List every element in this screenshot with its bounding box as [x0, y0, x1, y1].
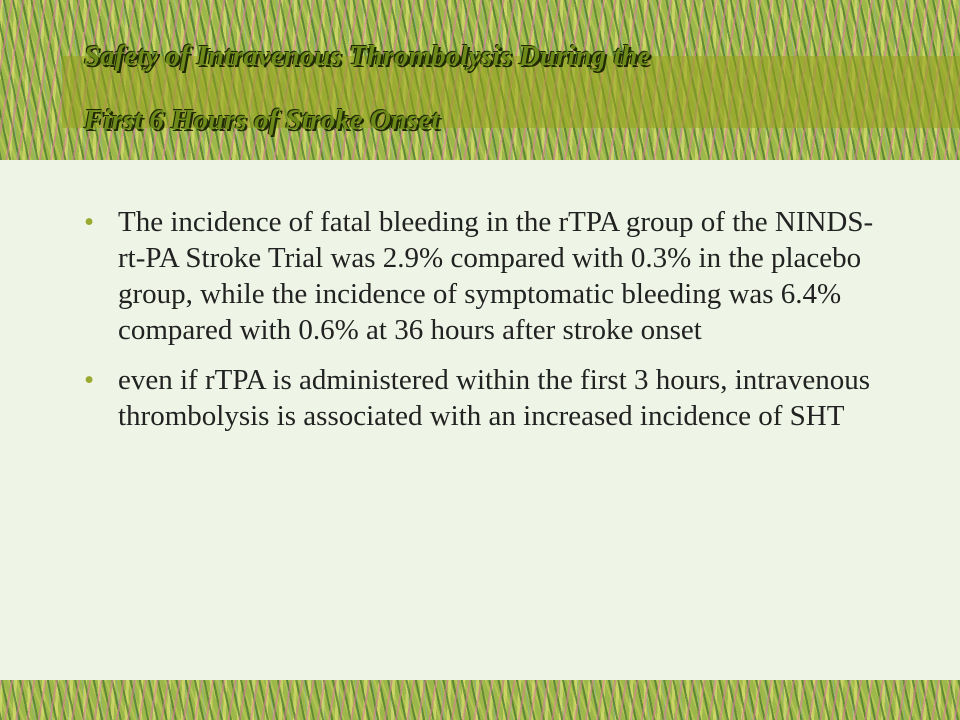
bullet-item-2 [84, 362, 884, 434]
bullet-marker: • [84, 206, 95, 238]
grass-footer-band [0, 680, 960, 720]
bullet-text: The incidence of fatal bleeding in the rTPA group of the NINDS-rt-PA Stroke Trial was 2.9% compared with 0.3% in the placebo group, while the incidence of symptomatic bleeding was 6.4% compared with 0.6% at 36 hours after stroke onset [118, 206, 874, 346]
slide-body [84, 204, 884, 448]
bullet-text: even if rTPA is administered within the first 3 hours, intravenous thrombolysis is associated with an increased incidence of SHT [118, 364, 871, 432]
slide-title-line-1: Safety of Intravenous Thrombolysis During the [84, 40, 651, 72]
slide-title-line-2: First 6 Hours of Stroke Onset [84, 104, 440, 136]
bullet-item-1 [84, 204, 884, 348]
bullet-marker: • [84, 364, 95, 396]
